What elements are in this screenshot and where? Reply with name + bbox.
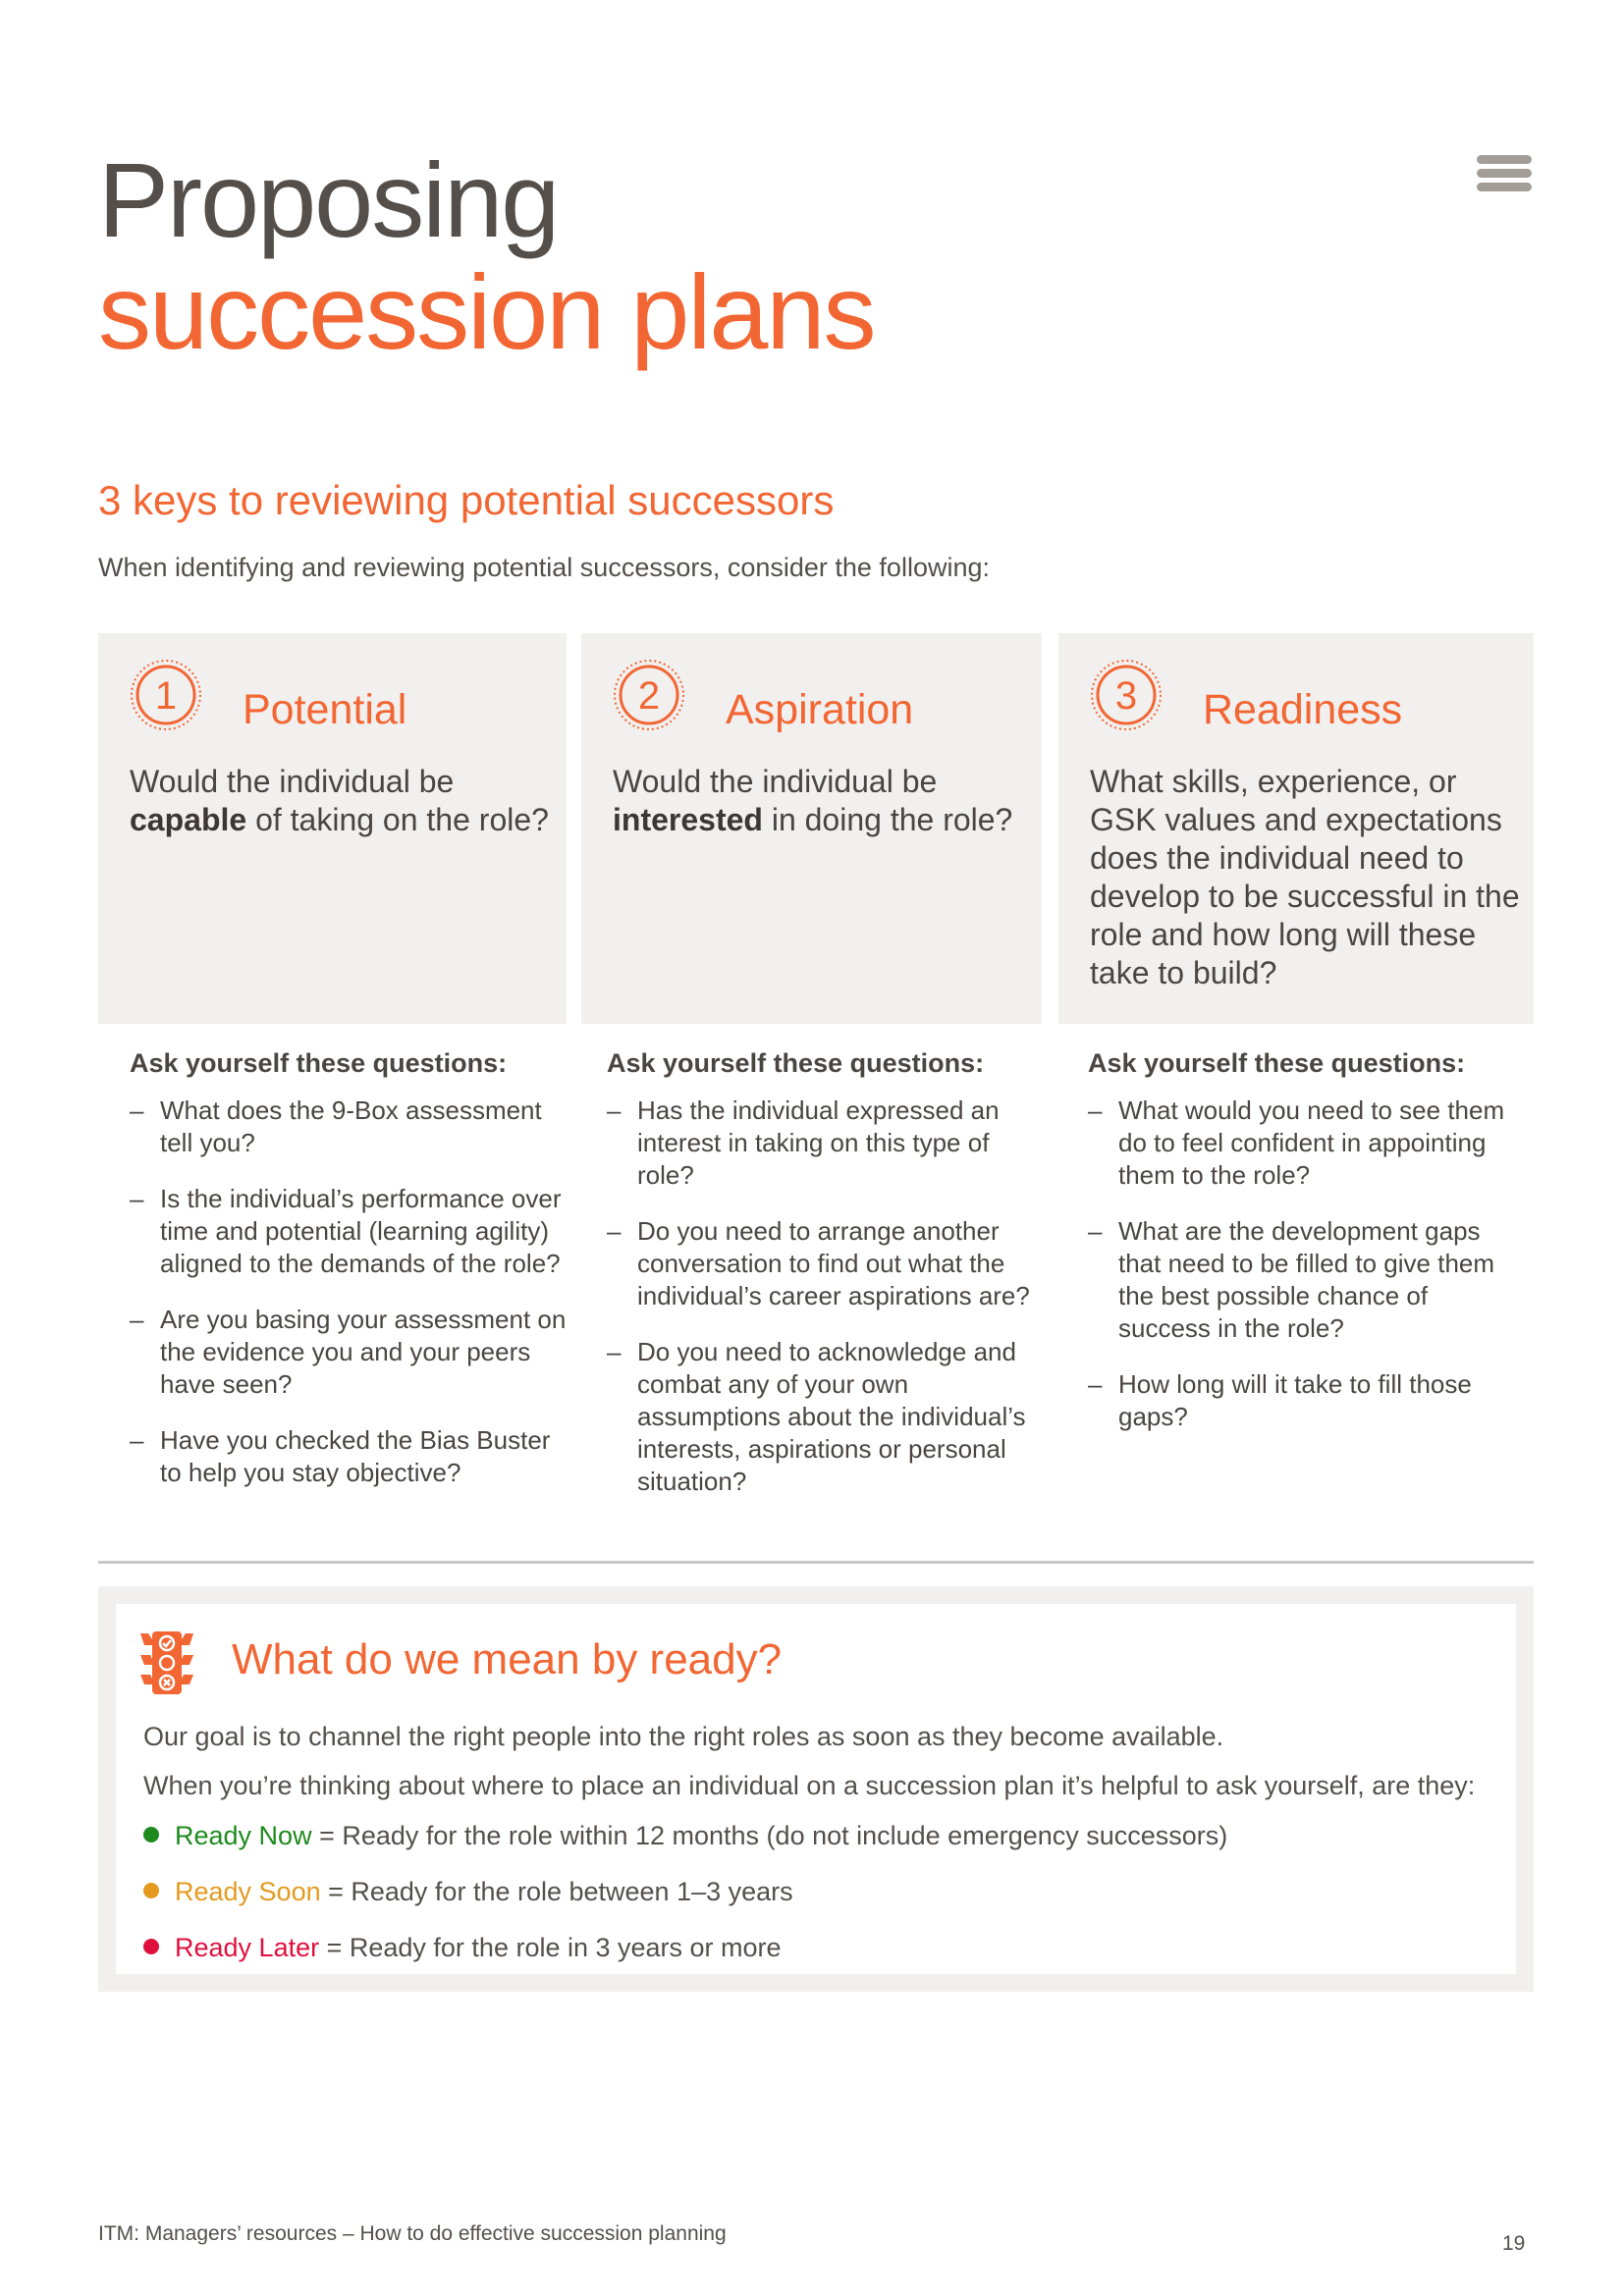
questions-aspiration xyxy=(607,1048,1039,1522)
questions-potential xyxy=(130,1048,567,1513)
ready-later-label: Ready Later xyxy=(175,1933,320,1962)
ready-soon-label: Ready Soon xyxy=(175,1877,321,1906)
ready-later-desc: = Ready for the role in 3 years or more xyxy=(319,1933,782,1962)
list-item: – Have you checked the Bias Buster to help you stay objective? xyxy=(130,1424,567,1489)
ready-now-item xyxy=(143,1821,1227,1851)
red-dot-icon xyxy=(143,1939,159,1954)
ready-now-desc: = Ready for the role within 12 months (do not include emergency successors) xyxy=(311,1821,1228,1850)
questions-heading: Ask yourself these questions: xyxy=(1088,1048,1466,1078)
footer-text: ITM: Managers’ resources – How to do effective succession planning xyxy=(98,2222,727,2245)
card-potential xyxy=(98,633,567,1024)
ready-now-label: Ready Now xyxy=(175,1821,312,1850)
ready-panel xyxy=(98,1586,1534,1992)
list-item: – Are you basing your assessment on the evidence you and your peers have seen? xyxy=(130,1304,567,1401)
questions-heading: Ask yourself these questions: xyxy=(130,1048,508,1078)
list-item: – Is the individual’s performance over time and potential (learning agility) aligned to the demands of the role? xyxy=(130,1183,567,1280)
card-title: Potential xyxy=(243,686,407,733)
card-title: Aspiration xyxy=(726,686,914,733)
card-text: Would the individual be capable of taking on the role? xyxy=(130,764,549,837)
ready-paragraph: Our goal is to channel the right people into the right roles as soon as they become available. xyxy=(143,1722,1224,1751)
list-item: – Do you need to acknowledge and combat any of your own assumptions about the individual’s interests, aspirations or personal situation? xyxy=(607,1336,1039,1498)
page-title-line1: Proposing xyxy=(98,140,559,259)
section-intro: When identifying and reviewing potential successors, consider the following: xyxy=(98,553,990,582)
svg-text:3: 3 xyxy=(1114,674,1138,718)
ready-heading: What do we mean by ready? xyxy=(232,1635,783,1683)
questions-heading: Ask yourself these questions: xyxy=(607,1048,985,1078)
svg-text:1: 1 xyxy=(154,674,178,718)
svg-text:2: 2 xyxy=(637,674,661,718)
page-number: 19 xyxy=(1502,2232,1526,2255)
amber-dot-icon xyxy=(143,1883,159,1898)
green-dot-icon xyxy=(143,1827,159,1842)
questions-readiness xyxy=(1088,1048,1525,1457)
number-2-icon xyxy=(613,659,685,731)
number-3-icon xyxy=(1090,659,1163,731)
list-item: – What would you need to see them do to feel confident in appointing them to the role? xyxy=(1088,1095,1525,1192)
menu-icon[interactable] xyxy=(1477,155,1532,192)
ready-soon-item xyxy=(143,1877,793,1907)
card-readiness xyxy=(1058,633,1534,1024)
card-text: What skills, experience, or GSK values and expectations does the individual need to develop to be successful in the role and how long will these take to build? xyxy=(1090,764,1520,990)
number-1-icon xyxy=(130,659,202,731)
divider xyxy=(98,1561,1534,1564)
traffic-light-icon xyxy=(140,1631,193,1694)
page-title xyxy=(98,140,875,371)
ready-paragraph: When you’re thinking about where to place an individual on a succession plan it’s helpful to ask yourself, are they: xyxy=(143,1771,1476,1800)
list-item: – Do you need to arrange another conversation to find out what the individual’s career aspirations are? xyxy=(607,1215,1039,1312)
section-subtitle: 3 keys to reviewing potential successors xyxy=(98,477,835,523)
card-text: Would the individual be interested in doing the role? xyxy=(613,764,1013,837)
ready-later-item xyxy=(143,1933,782,1963)
list-item: – What does the 9-Box assessment tell you? xyxy=(130,1095,567,1159)
list-item: – What are the development gaps that need to be filled to give them the best possible chance of success in the role? xyxy=(1088,1215,1525,1345)
card-title: Readiness xyxy=(1203,686,1403,733)
page-title-line2: succession plans xyxy=(98,252,875,371)
ready-soon-desc: = Ready for the role between 1–3 years xyxy=(320,1877,793,1906)
list-item: – How long will it take to fill those gaps? xyxy=(1088,1368,1525,1433)
list-item: – Has the individual expressed an interest in taking on this type of role? xyxy=(607,1095,1039,1192)
card-aspiration xyxy=(581,633,1042,1024)
